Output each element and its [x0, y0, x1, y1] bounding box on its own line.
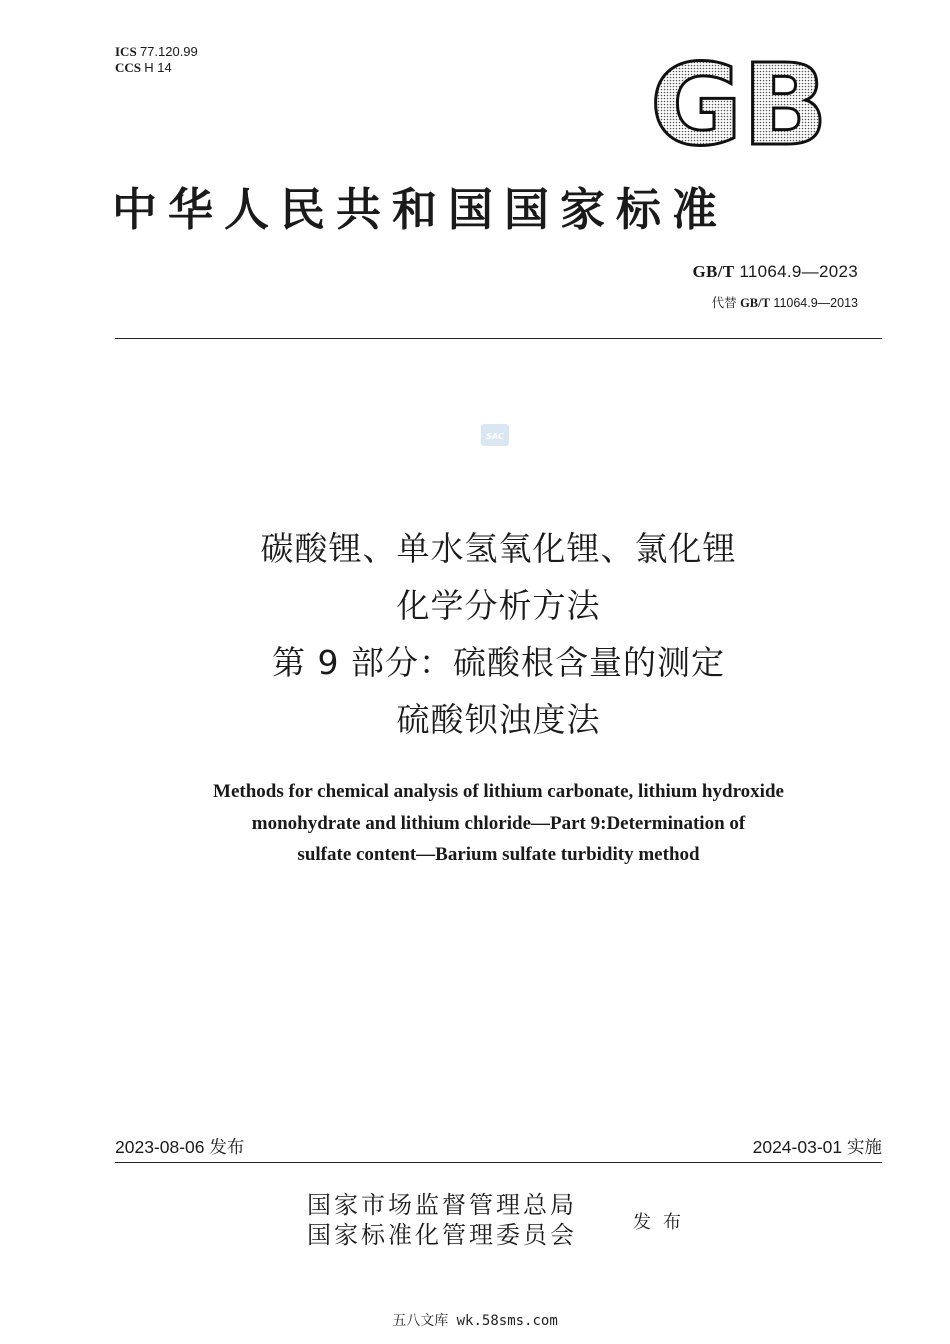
sac-watermark-icon	[481, 424, 509, 446]
classification-codes	[115, 44, 198, 76]
footer-divider	[115, 1162, 882, 1163]
chinese-title-line-2: 化学分析方法	[396, 586, 601, 625]
english-title	[115, 776, 882, 871]
ics-code: ICS 77.120.99	[115, 44, 198, 59]
issuing-authorities	[307, 1190, 577, 1250]
chinese-title-line-1: 碳酸锂、单水氢氧化锂、氯化锂	[260, 529, 737, 568]
english-title-line-1: Methods for chemical analysis of lithium carbonate, lithium hydroxide	[213, 781, 784, 802]
publish-date: 2023-08-06 发布	[115, 1137, 245, 1157]
ccs-code: CCS H 14	[115, 60, 172, 75]
site-watermark: 五八文库 wk.58sms.com	[392, 1313, 558, 1329]
authority-samr: 国家市场监督管理总局	[307, 1191, 577, 1219]
authority-sac: 国家标准化管理委员会	[307, 1221, 577, 1249]
gb-logo	[648, 58, 830, 150]
replaced-standard: 代替 GB/T 11064.9—2013	[711, 296, 858, 310]
gb-logo-text: GB	[650, 58, 828, 150]
effective-date: 2024-03-01 实施	[752, 1137, 882, 1157]
chinese-title-line-3: 第 9 部分：硫酸根含量的测定	[272, 643, 725, 682]
header-divider	[115, 338, 882, 339]
chinese-title-line-4: 硫酸钡浊度法	[396, 700, 601, 739]
chinese-title	[115, 520, 882, 748]
standard-number: GB/T 11064.9—2023	[692, 262, 858, 281]
issue-label: 发布	[633, 1212, 693, 1233]
national-standard-title: 中华人民共和国国家标准	[112, 183, 729, 236]
sac-mark-text: SAC	[486, 432, 504, 441]
english-title-line-3: sulfate content—Barium sulfate turbidity method	[297, 844, 700, 865]
english-title-line-2: monohydrate and lithium chloride—Part 9:Determination of	[251, 812, 746, 834]
